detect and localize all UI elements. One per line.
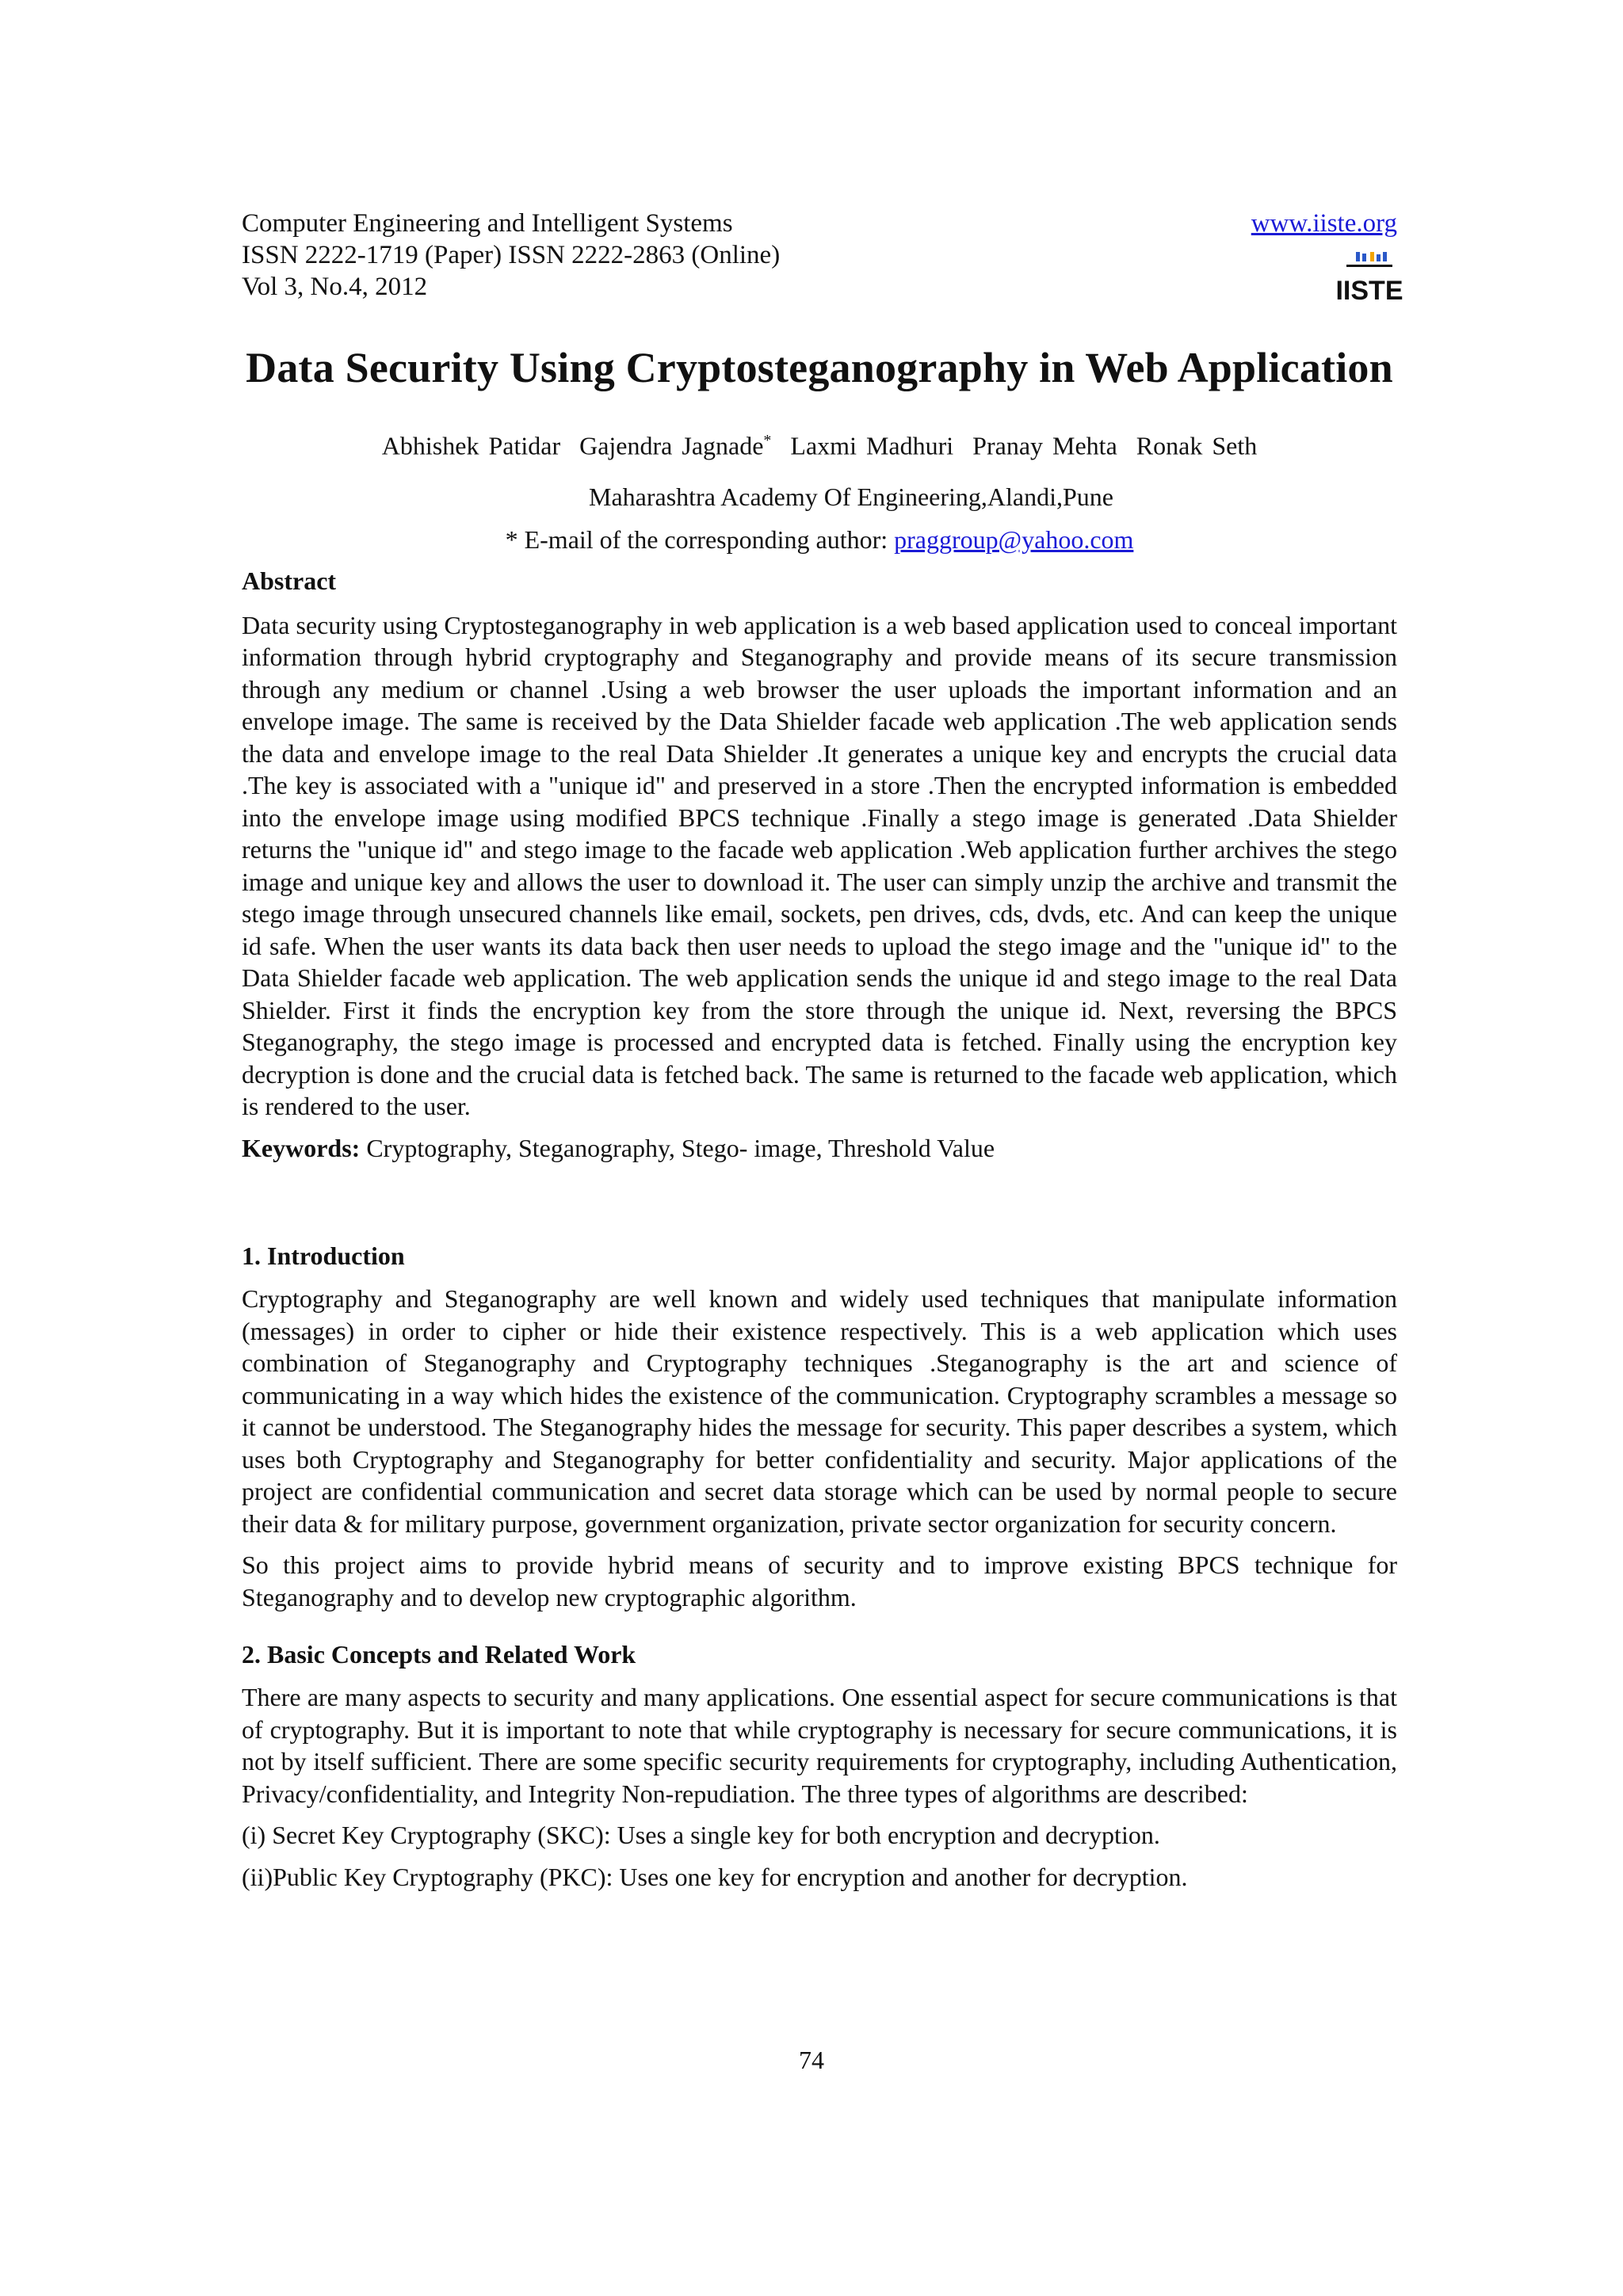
corresponding-mark: * [763, 432, 772, 449]
email-link[interactable]: praggroup@yahoo.com [894, 524, 1134, 554]
algorithm-item-skc: (i) Secret Key Cryptography (SKC): Uses a single key for both encryption and decryption. [242, 1821, 1160, 1850]
paper-title: Data Security Using Cryptosteganography in Web Application [246, 344, 1393, 391]
author-name: Gajendra Jagnade [579, 431, 764, 460]
paper-page [242, 208, 1403, 1893]
journal-name: Computer Engineering and Intelligent Systems [242, 209, 733, 238]
journal-volume: Vol 3, No.4, 2012 [242, 273, 428, 301]
affiliation: Maharashtra Academy Of Engineering,Alandi,Pune [588, 482, 1113, 511]
corresponding-email [242, 524, 1397, 555]
keywords-text: Cryptography, Steganography, Stego- image, Threshold Value [366, 1133, 995, 1162]
algorithm-item-pkc: (ii)Public Key Cryptography (PKC): Uses one key for encryption and another for decryption. [242, 1862, 1188, 1891]
keywords-label: Keywords: [242, 1133, 361, 1162]
intro-paragraph-2: So this project aims to provide hybrid means of security and to improve existing BPCS technique for Steganography and to develop new cryptographic algorithm. [242, 1550, 1397, 1611]
page-number: 74 [799, 2046, 824, 2074]
author-name: Pranay Mehta [972, 431, 1117, 460]
section-heading-introduction: 1. Introduction [242, 1241, 405, 1271]
author-name: Laxmi Madhuri [790, 431, 954, 460]
iiste-logo-icon [1335, 252, 1403, 306]
author-name: Ronak Seth [1136, 431, 1258, 460]
concepts-paragraph-1: There are many aspects to security and many applications. One essential aspect for secure communications is that of cryptography. But it is important to note that while cryptography is necessary for secure communications, it is not by itself sufficient. There are some specific security requirements for cryptography, including Authentication, Privacy/confidentiality, and Integrity Non-repudiation. The three types of algorithms are described: [242, 1683, 1397, 1808]
abstract-heading: Abstract [242, 566, 337, 595]
journal-issn: ISSN 2222-1719 (Paper) ISSN 2222-2863 (Online) [242, 241, 781, 269]
author-name: Abhishek Patidar [381, 431, 561, 460]
section-heading-basic-concepts: 2. Basic Concepts and Related Work [242, 1640, 636, 1669]
email-prefix: * E-mail of the corresponding author: [505, 524, 888, 554]
abstract-text: Data security using Cryptosteganography in web application is a web based application used to conceal important information through hybrid cryptography and Steganography and provide means of its secure transmission through any medium or channel .Using a web browser the user uploads the important information and an envelope image. The same is received by the Data Shielder facade web application .The web application sends the data and envelope image to the real Data Shielder .It generates a unique key and encrypts the crucial data .The key is associated with a "unique id" and preserved in a store .Then the encrypted information is embedded into the envelope image using modified BPCS technique .Finally a stego image is generated .Data Shielder returns the "unique id" and stego image to the facade web application .Web application further archives the stego image and unique key and allows the user to download it. The user can simply unzip the archive and transmit the stego image through unsecured channels like email, sockets, pen drives, cds, dvds, etc. And can keep the unique id safe. When the user wants its data back then user needs to upload the stego image and the "unique id" to the Data Shielder facade web application. The web application sends the unique id and stego image to the real Data Shielder. First it finds the encryption key from the store through the unique id. Next, reversing the BPCS Steganography, the stego image is processed and encrypted data is fetched. Finally using the encryption key decryption is done and the crucial data is fetched back. The same is returned to the facade web application, which is rendered to the user. [242, 610, 1397, 1121]
keywords [242, 1132, 1397, 1165]
intro-paragraph-1: Cryptography and Steganography are well known and widely used techniques that manipulate information (messages) in order to cipher or hide their existence respectively. This is a web application which uses combination of Steganography and Cryptography techniques .Steganography is the art and science of communicating in a way which hides the existence of the communication. Cryptography scrambles a message so it cannot be understood. The Steganography hides the message for security. This paper describes a system, which uses both Cryptography and Steganography for better confidentiality and security. Major applications of the project are confidential communication and secret data storage which can be used by normal people to secure their data & for military purpose, government organization, private sector organization for security concern. [242, 1284, 1397, 1538]
journal-website-link[interactable]: www.iiste.org [1251, 209, 1397, 238]
journal-header [242, 208, 1403, 311]
svg-text:IISTE: IISTE [1335, 276, 1403, 306]
author-list [242, 425, 1397, 462]
